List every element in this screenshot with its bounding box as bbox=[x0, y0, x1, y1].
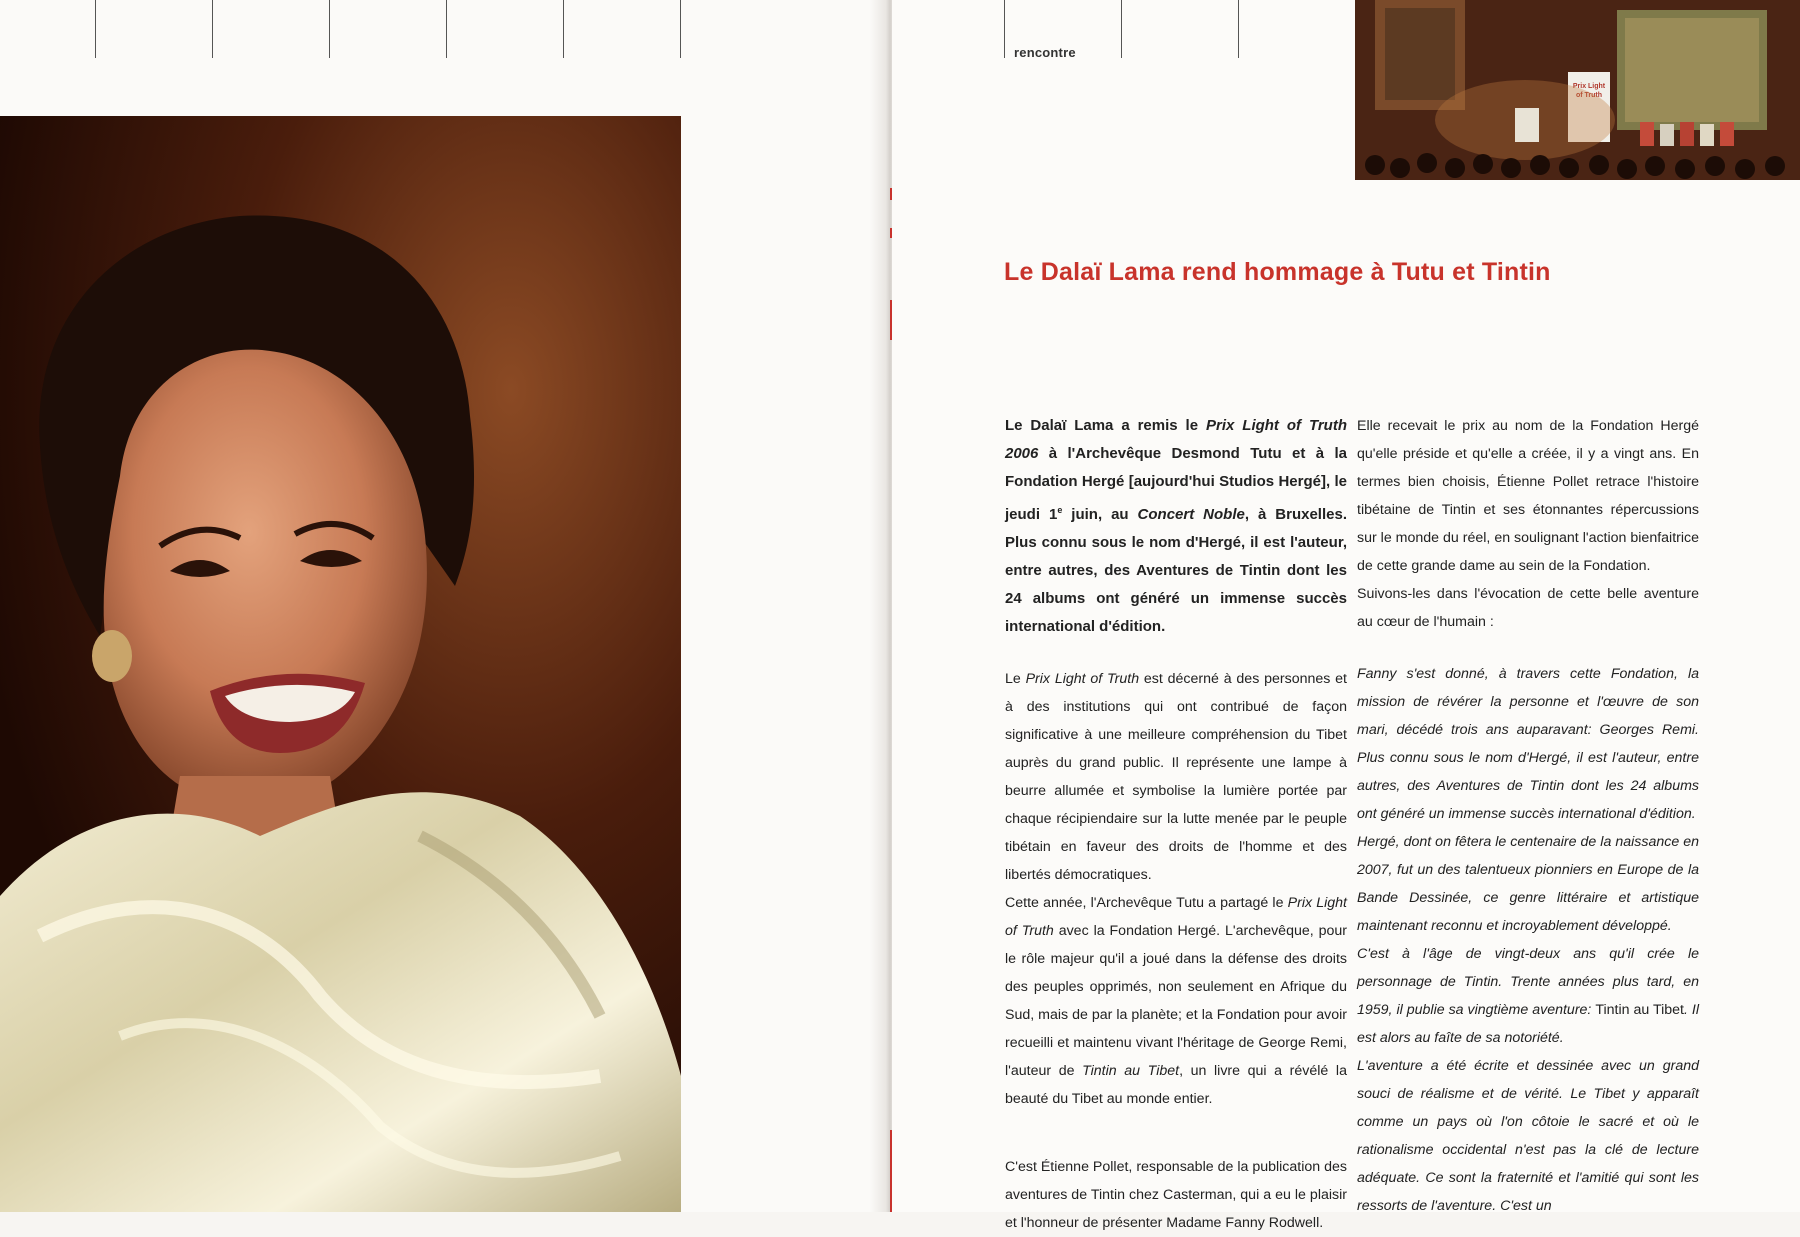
trim-mark bbox=[1121, 0, 1122, 58]
event-photo bbox=[1355, 0, 1800, 180]
body-paragraph: Elle recevait le prix au nom de la Fondation Hergé qu'elle préside et qu'elle a créée, il y a vingt ans. En termes bien choisis, Étienne Pollet retrace l'histoire tibétaine de Tintin et ses étonnantes répercussions sur le monde du réel, en soulignant l'action bienfaitrice de cette grande dame au sein de la Fondation. bbox=[1357, 418, 1699, 574]
body-paragraph: Suivons-les dans l'évocation de cette belle aventure au cœur de l'humain : bbox=[1357, 586, 1699, 630]
banner-text: of Truth bbox=[1575, 92, 1603, 99]
trim-mark bbox=[329, 0, 330, 58]
italic-paragraph: C'est à l'âge de vingt-deux ans qu'il crée le personnage de Tintin. Trente années plus tard, en 1959, il publie sa vingtième aventure: Tintin au Tibet. Il est alors au faîte de sa notoriété. bbox=[1357, 946, 1699, 1046]
trim-mark bbox=[1238, 0, 1239, 58]
ceremony-illustration bbox=[1355, 0, 1800, 180]
trim-mark bbox=[563, 0, 564, 58]
trim-mark bbox=[680, 0, 681, 58]
portrait-illustration bbox=[0, 116, 681, 1212]
portrait-photo bbox=[0, 116, 681, 1212]
left-page bbox=[0, 0, 888, 1212]
banner-text: Prix Light bbox=[1572, 83, 1606, 90]
lead-paragraph: Le Dalaï Lama a remis le Prix Light of Truth 2006 à l'Archevêque Desmond Tutu et à la Fondation Hergé [aujourd'hui Studios Hergé], le jeudi 1e juin, au Concert Noble, à Bruxelles. Plus connu sous le nom d'Hergé, il est l'auteur, entre autres, des Aventures de Tintin dont les 24 albums ont généré un immense succès international d'édition. bbox=[1005, 417, 1347, 635]
italic-paragraph: L'aventure a été écrite et dessinée avec un grand souci de réalisme et de vérité. Le Tibet y apparaît comme un pays où l'on côtoie le sacré et où le rationalisme occidental n'est pas la clé de lecture adéquate. Ce sont la fraternité et l'amitié qui sont les ressorts de l'aventure. C'est un bbox=[1357, 1058, 1699, 1214]
trim-mark bbox=[1004, 0, 1005, 58]
article-column-right bbox=[1357, 412, 1699, 1220]
body-paragraph: Cette année, l'Archevêque Tutu a partagé le Prix Light of Truth avec la Fondation Hergé. L'archevêque, pour le rôle majeur qu'il a joué dans la défense des droits des peuples opprimés, non seulement en Afrique du Sud, mais de par la planète; et la Fondation pour avoir recueilli et maintenu vivant l'héritage de George Remi, l'auteur de Tintin au Tibet, un livre qui a révélé la beauté du Tibet au monde entier. bbox=[1005, 895, 1347, 1107]
trim-mark bbox=[95, 0, 96, 58]
body-paragraph: C'est Étienne Pollet, responsable de la publication des aventures de Tintin chez Casterman, qui a eu le plaisir et l'honneur de présenter Madame Fanny Rodwell. bbox=[1005, 1159, 1347, 1231]
article-column-left bbox=[1005, 412, 1347, 1237]
body-paragraph: Le Prix Light of Truth est décerné à des personnes et à des institutions qui ont contribué de façon significative à une meilleure compréhension du Tibet auprès du grand public. Il représente une lampe à beurre allumée et symbolise la lumière portée par chaque récipiendaire sur la lutte menée par le peuple tibétain en faveur des droits de l'homme et des libertés démocratiques. bbox=[1005, 671, 1347, 883]
trim-mark bbox=[446, 0, 447, 58]
section-label: rencontre bbox=[1014, 45, 1076, 60]
italic-paragraph: Hergé, dont on fêtera le centenaire de la naissance en 2007, fut un des talentueux pionniers en Europe de la Bande Dessinée, ce genre littéraire et artistique maintenant reconnu et incroyablement développé. bbox=[1357, 834, 1699, 934]
trim-mark bbox=[212, 0, 213, 58]
italic-paragraph: Fanny s'est donné, à travers cette Fondation, la mission de révérer la personne et l'œuvre de son mari, décédé trois ans auparavant: Georges Remi. Plus connu sous le nom d'Hergé, il est l'auteur, entre autres, des Aventures de Tintin dont les 24 albums ont généré un immense succès international d'édition. bbox=[1357, 666, 1699, 822]
article-headline: Le Dalaï Lama rend hommage à Tutu et Tintin bbox=[1004, 258, 1551, 286]
